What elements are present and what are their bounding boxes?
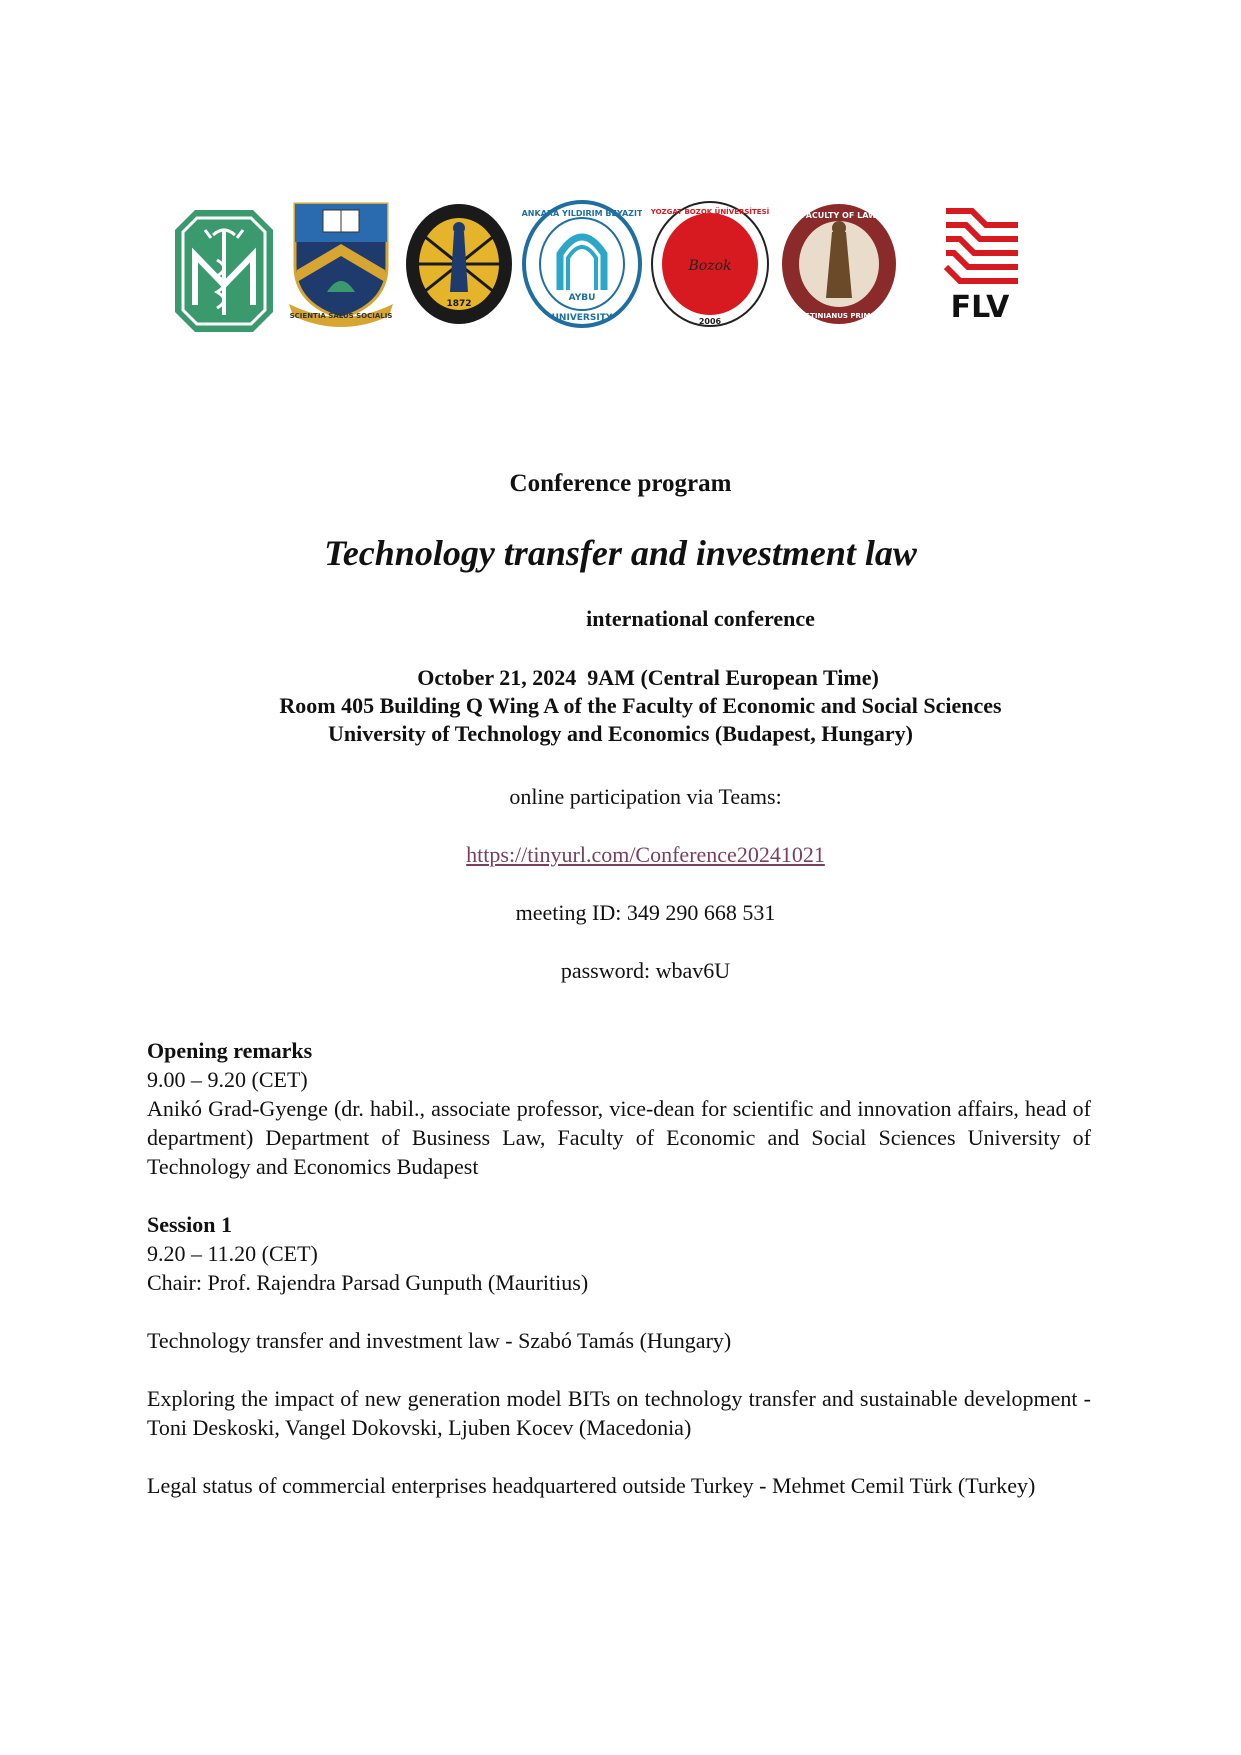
opening-speaker: Anikó Grad-Gyenge (dr. habil., associate professor, vice-dean for scientific and innovation affairs, head of department) Department of Business Law, Faculty of Economic and Social Sciences University of Technology and Economics Budapest	[147, 1096, 1091, 1179]
ankara-university: UNIVERSITY	[551, 313, 613, 323]
faculty-of-law-logo	[780, 202, 898, 326]
flv-wordmark: FLV	[950, 290, 1010, 325]
medical-faculty-logo	[175, 210, 273, 332]
ankara-name: ANKARA YILDIRIM BEYAZIT	[522, 209, 642, 218]
crest-logo	[287, 200, 395, 330]
ankara-abbr: AYBU	[568, 293, 596, 303]
university-line: University of Technology and Economics (Budapest, Hungary)	[328, 721, 913, 746]
talk-item: Exploring the impact of new generation model BITs on technology transfer and sustainable development - Toni Deskoski, Vangel Dokovski, Ljuben Kocev (Macedonia)	[147, 1386, 1091, 1440]
online-participation: online participation via Teams:	[509, 784, 782, 809]
conference-label: Conference program	[509, 470, 732, 497]
session1-time: 9.20 – 11.20 (CET)	[147, 1241, 318, 1266]
opening-time: 9.00 – 9.20 (CET)	[147, 1067, 308, 1092]
justice-seal-logo	[404, 202, 514, 326]
law-motto: IUSTINIANUS PRIMUS	[796, 312, 882, 320]
law-name: FACULTY OF LAW	[801, 211, 877, 220]
logo-strip	[172, 200, 1072, 340]
teams-link-wrapper	[25, 842, 1241, 868]
talk-item: Legal status of commercial enterprises headquartered outside Turkey - Mehmet Cemil Türk (Turkey)	[147, 1473, 1036, 1498]
talk-item: Technology transfer and investment law - Szabó Tamás (Hungary)	[147, 1328, 732, 1353]
ankara-yildirim-beyazit-logo	[522, 200, 642, 328]
yozgat-name: YOZGAT BOZOK ÜNİVERSİTESİ	[650, 208, 770, 216]
yozgat-bozok-logo	[650, 200, 770, 328]
meeting-id: meeting ID: 349 290 668 531	[515, 900, 776, 925]
date-line: October 21, 2024 9AM (Central European Time)	[417, 665, 879, 690]
svg-text:Bozok: Bozok	[688, 258, 732, 274]
crest-motto: SCIENTIA SALUS SOCIALIS	[289, 312, 393, 320]
flv-logo	[942, 205, 1022, 325]
meeting-password: password: wbav6U	[560, 958, 731, 983]
yozgat-year: 2006	[698, 317, 722, 326]
conference-title: Technology transfer and investment law	[324, 533, 917, 573]
room-line: Room 405 Building Q Wing A of the Faculty of Economic and Social Sciences	[279, 693, 1002, 718]
session1-chair: Chair: Prof. Rajendra Parsad Gunputh (Mauritius)	[147, 1270, 589, 1295]
date-venue-block	[0, 664, 1241, 748]
seal-year: 1872	[446, 299, 472, 309]
opening-title: Opening remarks	[147, 1038, 313, 1063]
session1-title: Session 1	[147, 1212, 232, 1237]
program-section	[147, 1036, 1091, 1500]
teams-link[interactable]: https://tinyurl.com/Conference20241021	[466, 842, 825, 867]
conference-subtitle: international conference	[586, 606, 815, 631]
